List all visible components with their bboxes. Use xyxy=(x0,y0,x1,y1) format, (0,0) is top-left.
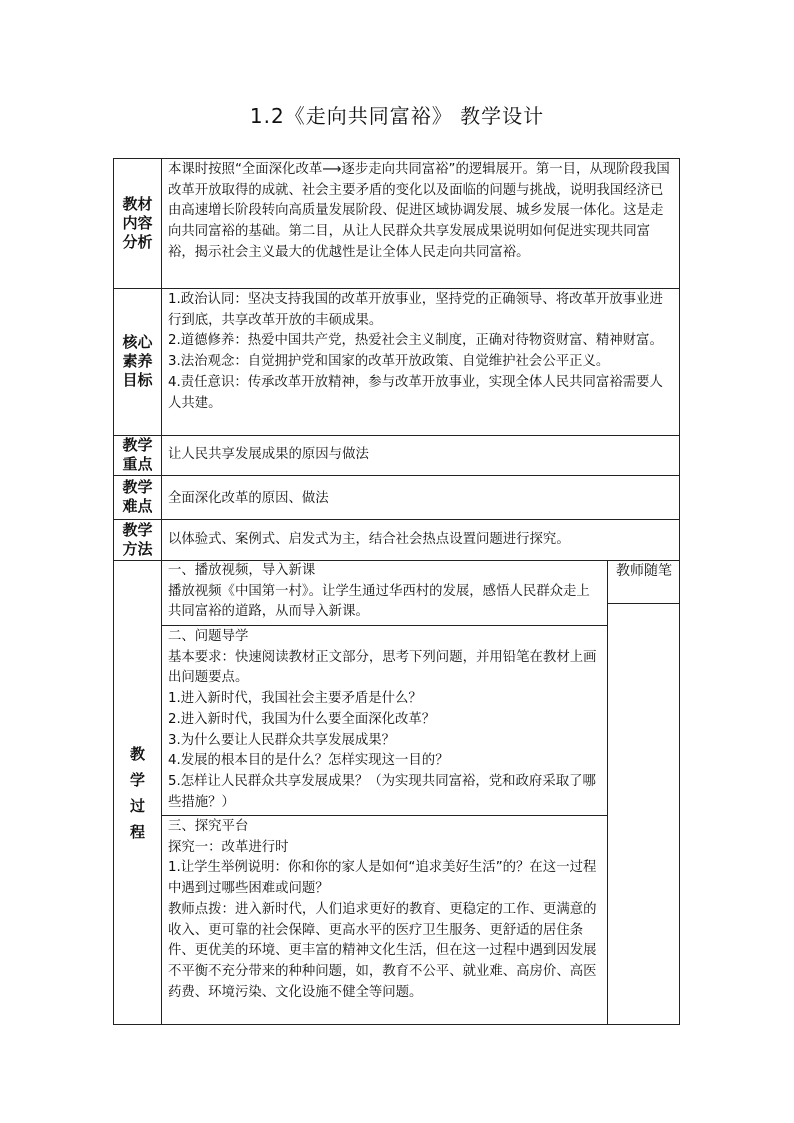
section-heading: 一、播放视频，导入新课 xyxy=(168,563,316,578)
question-item: 3.为什么要让人民群众共享发展成果？ xyxy=(168,732,396,748)
process-section-questions: 二、问题导学 基本要求：快速阅读教材正文部分，思考下列问题，并用铅笔在教材上画出问题要点。 1.进入新时代，我国社会主要矛盾是什么？ 2.进入新时代，我国为什么要全面深化改革？ 3.为什么要让人民群众共享发展成果？ 4.发展的根本目的是什么？怎样实现这一目的？ 5.怎样让人民群众共享发展成果？（为实现共同富裕，党和政府采取了哪些措施？） xyxy=(168,627,601,813)
label-textbook-analysis: 教材内容分析 xyxy=(114,159,162,288)
core-literacy-list xyxy=(168,290,674,414)
label-teaching-difficulty: 教学难点 xyxy=(114,475,162,519)
process-section-intro: 一、播放视频，导入新课 播放视频《中国第一村》。让学生通过华西村的发展，感悟人民群众走上共同富裕的道路，从而导入新课。 xyxy=(168,561,601,623)
question-item: 5.怎样让人民群众共享发展成果？（为实现共同富裕，党和政府采取了哪些措施？） xyxy=(168,773,596,810)
teaching-difficulty-text: 全面深化改革的原因、做法 xyxy=(168,491,329,506)
label-teaching-focus: 教学重点 xyxy=(114,435,162,475)
label-teaching-method: 教学方法 xyxy=(114,519,162,560)
label-teaching-process: 教 学 过 程 xyxy=(114,560,162,1025)
section-heading: 三、探究平台 xyxy=(168,819,249,834)
question-item: 2.进入新时代，我国为什么要全面深化改革？ xyxy=(168,711,436,727)
lesson-plan-table xyxy=(113,158,680,1025)
question-item: 1.进入新时代，我国社会主要矛盾是什么？ xyxy=(168,691,422,707)
teaching-focus-text: 让人民共享发展成果的原因与做法 xyxy=(168,447,369,462)
page-title: 1.2《走向共同富裕》 教学设计 xyxy=(249,104,545,128)
literacy-item: 2.道德修养：热爱中国共产党，热爱社会主义制度，正确对待物资财富、精神财富。 xyxy=(168,333,663,349)
literacy-item: 4.责任意识：传承改革开放精神，参与改革开放事业，实现全体人民共同富裕需要人人共建。 xyxy=(168,374,663,411)
textbook-analysis-text: 本课时按照“全面深化改革⟶逐步走向共同富裕”的逻辑展开。第一目，从现阶段我国改革开放取得的成就、社会主要矛盾的变化以及面临的问题与挑战，说明我国经济已由高速增长阶段转向高质量发展阶段、促进区域协调发展、城乡发展一体化。这是走向共同富裕的基础。第二目，从让人民群众共享发展成果说明如何促进实现共同富裕，揭示社会主义最大的优越性是让全体人民走向共同富裕。 xyxy=(168,162,670,260)
literacy-item: 3.法治观念：自觉拥护党和国家的改革开放政策、自觉维护社会公平正义。 xyxy=(168,354,610,370)
literacy-item: 1.政治认同：坚决支持我国的改革开放事业，坚持党的正确领导、将改革开放事业进行到底，共享改革开放的丰硕成果。 xyxy=(168,292,663,328)
question-item: 4.发展的根本目的是什么？怎样实现这一目的？ xyxy=(168,753,449,769)
process-section-explore: 三、探究平台 探究一：改革进行时 1.让学生举例说明：你和你的家人是如何“追求美好生活”的？在这一过程中遇到过哪些困难或问题？ 教师点拨：进入新时代，人们追求更好的教育、更稳定的工作、更满意的收入、更可靠的社会保障、更高水平的医疗卫生服务、更舒适的居住条件、更优美的环境、更丰富的精神文化生活，但在这一过程中遇到因发展不平衡不充分带来的种种问题，如，教育不公平、就业难、高房价、高医药费、环境污染、文化设施不健全等问题。 xyxy=(168,817,601,1003)
teaching-method-text: 以体验式、案例式、启发式为主，结合社会热点设置问题进行探究。 xyxy=(168,532,570,547)
section-heading: 二、问题导学 xyxy=(168,629,249,644)
label-core-literacy: 核心素养目标 xyxy=(114,288,162,435)
teacher-notes-header: 教师随笔 xyxy=(616,563,672,579)
